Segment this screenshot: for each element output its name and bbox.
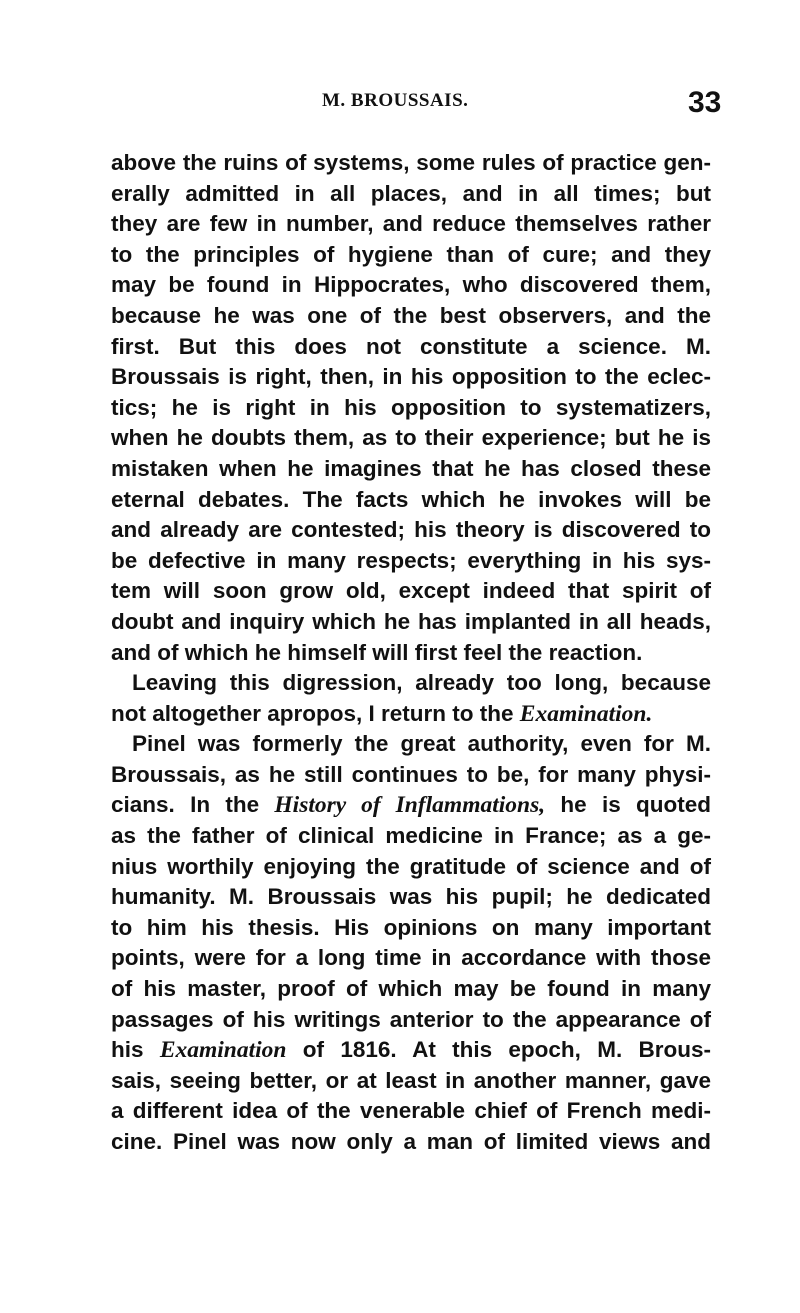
italic-title: History of Inflammations, [274, 792, 546, 819]
text-segment: his [111, 1037, 160, 1063]
page-number: 33 [688, 86, 722, 119]
text-line [111, 1096, 711, 1127]
text-segment: erally admitted in all places, and in all times; but [111, 180, 711, 206]
body-text [111, 148, 711, 1158]
page-header [0, 88, 800, 124]
text-segment: be defective in many respects; everything in his sys- [111, 547, 711, 573]
text-segment: to him his thesis. His opinions on many important [111, 914, 711, 940]
text-line [111, 148, 711, 179]
text-segment: passages of his writings anterior to the appearance of [111, 1006, 711, 1032]
text-line [111, 515, 711, 546]
text-line [111, 760, 711, 791]
text-segment: Broussais is right, then, in his opposition to the eclec- [111, 364, 711, 390]
text-segment: cine. Pinel was now only a man of limited views and [111, 1129, 711, 1154]
italic-title: Examination. [519, 700, 653, 727]
text-line [111, 209, 711, 240]
text-segment: above the ruins of systems, some rules of practice gen- [111, 150, 711, 175]
text-line [111, 240, 711, 271]
text-line [111, 1066, 711, 1097]
text-line [111, 882, 711, 913]
text-segment: Leaving this digression, already too long, because [132, 670, 711, 696]
text-segment: and already are contested; his theory is discovered to [111, 517, 711, 543]
text-segment: they are few in number, and reduce themselves rather [111, 211, 711, 237]
text-line [111, 974, 711, 1005]
text-line [111, 852, 711, 883]
running-head: M. BROUSSAIS. [322, 90, 469, 111]
text-segment: because he was one of the best observers, and the [111, 302, 711, 328]
text-line [111, 1005, 711, 1036]
text-line [111, 821, 711, 852]
text-segment: humanity. M. Broussais was his pupil; he dedicated [111, 884, 711, 910]
text-line [111, 790, 711, 821]
text-line [111, 362, 711, 393]
italic-title: Examination [159, 1037, 287, 1064]
text-segment: he is quoted [545, 792, 711, 818]
text-segment: mistaken when he imagines that he has closed these [111, 455, 711, 481]
text-segment: not altogether apropos, I return to the [111, 700, 520, 726]
text-segment: to the principles of hygiene than of cure; and they [111, 241, 711, 267]
text-line [111, 454, 711, 485]
text-line [111, 423, 711, 454]
text-segment: may be found in Hippocrates, who discovered them, [111, 272, 711, 298]
text-line [111, 913, 711, 944]
text-line [111, 179, 711, 210]
text-segment: sais, seeing better, or at least in another manner, gave [111, 1067, 711, 1093]
text-segment: of his master, proof of which may be found in many [111, 976, 711, 1002]
text-segment: nius worthily enjoying the gratitude of science and of [111, 853, 711, 879]
text-line [111, 638, 711, 669]
text-line [111, 576, 711, 607]
text-line [111, 1127, 711, 1158]
text-line [111, 1035, 711, 1066]
text-segment: doubt and inquiry which he has implanted in all heads, [111, 608, 711, 634]
text-segment: as the father of clinical medicine in France; as a ge- [111, 823, 711, 849]
text-line [111, 485, 711, 516]
text-segment: first. But this does not constitute a science. M. [111, 333, 711, 359]
text-segment: tics; he is right in his opposition to systematizers, [111, 394, 711, 420]
text-line [111, 729, 711, 760]
text-segment: points, were for a long time in accordance with those [111, 945, 711, 971]
text-line [111, 301, 711, 332]
text-segment: cians. In the [111, 792, 275, 818]
text-segment: Pinel was formerly the great authority, even for M. [132, 731, 711, 757]
text-segment: when he doubts them, as to their experience; but he is [111, 425, 711, 451]
text-line [111, 393, 711, 424]
text-segment: and of which he himself will first feel the reaction. [111, 639, 643, 665]
text-segment: a different idea of the venerable chief of French medi- [111, 1098, 711, 1124]
text-line [111, 270, 711, 301]
text-segment: Broussais, as he still continues to be, for many physi- [111, 761, 711, 787]
text-line [111, 668, 711, 699]
text-segment: eternal debates. The facts which he invokes will be [111, 486, 711, 512]
text-line [111, 943, 711, 974]
text-line [111, 546, 711, 577]
text-line [111, 699, 711, 730]
text-segment: tem will soon grow old, except indeed that spirit of [111, 578, 711, 604]
text-line [111, 332, 711, 363]
text-segment: of 1816. At this epoch, M. Brous- [286, 1037, 711, 1063]
text-line [111, 607, 711, 638]
